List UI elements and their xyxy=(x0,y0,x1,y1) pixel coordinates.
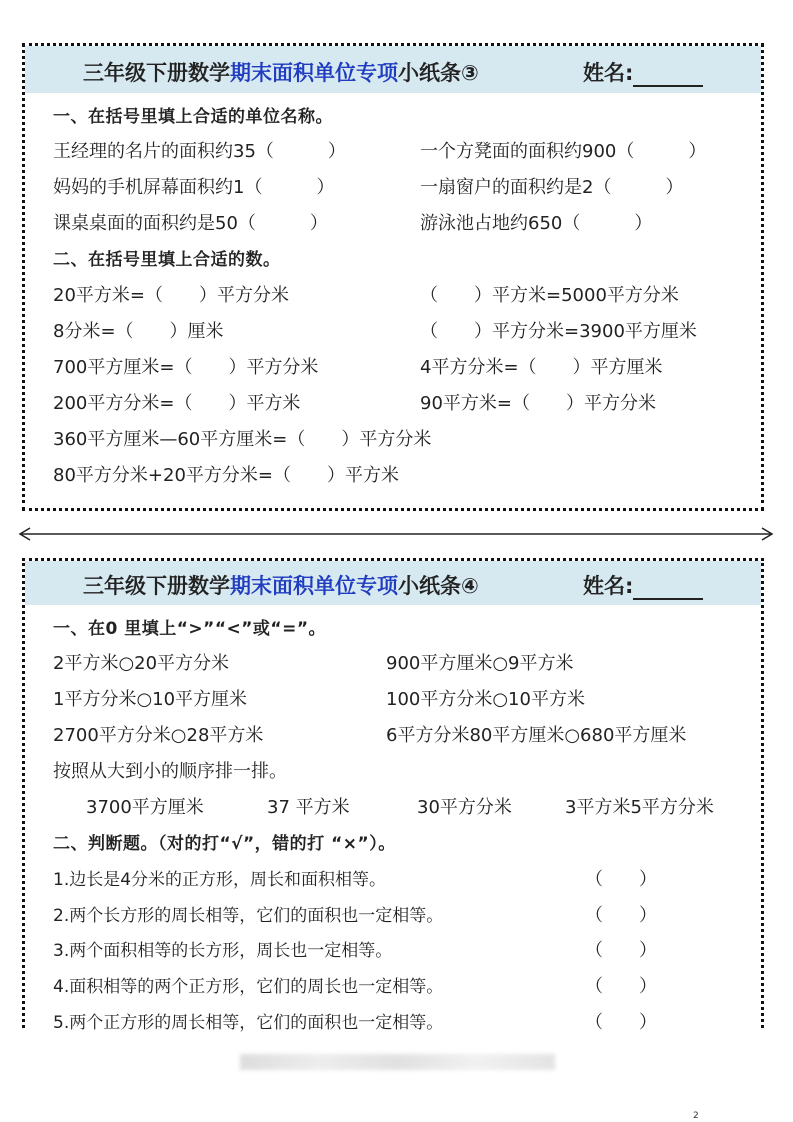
section-2-heading: 二、在括号里填上合适的数。 xyxy=(53,250,281,270)
compare-item: 1平方分米○10平方厘米 xyxy=(53,689,248,710)
judge-item: 2.两个长方形的周长相等，它们的面积也一定相等。 xyxy=(53,906,444,926)
worksheet-4 xyxy=(22,558,764,1033)
conversion-item: （ ）平方分米=3900平方厘米 xyxy=(420,321,697,342)
compare-item: 2700平方分米○28平方米 xyxy=(53,725,264,746)
question: 游泳池占地约650（ ） xyxy=(420,213,653,234)
section-1-heading: 一、在0 里填上“>”“<”或“=”。 xyxy=(53,619,327,639)
name-blank[interactable] xyxy=(633,578,703,600)
worksheet-3-title: 三年级下册数学期末面积单位专项小纸条③ xyxy=(83,61,479,85)
conversion-item: （ ）平方米=5000平方分米 xyxy=(420,285,679,306)
compare-item: 6平方分米80平方厘米○680平方厘米 xyxy=(386,725,687,746)
judge-answer[interactable]: （ ） xyxy=(585,976,657,997)
question: 课桌桌面的面积约是50（ ） xyxy=(53,213,328,234)
conversion-item: 80平方分米+20平方分米=（ ）平方米 xyxy=(53,465,399,486)
conversion-item: 200平方分米=（ ）平方米 xyxy=(53,393,301,414)
name-field: 姓名: xyxy=(583,570,703,600)
judge-item: 1.边长是4分米的正方形，周长和面积相等。 xyxy=(53,870,387,890)
question: 王经理的名片的面积约35（ ） xyxy=(53,141,346,162)
conversion-item: 20平方米=（ ）平方分米 xyxy=(53,285,289,306)
compare-item: 900平方厘米○9平方米 xyxy=(386,653,574,674)
name-field: 姓名: xyxy=(583,57,703,87)
name-blank[interactable] xyxy=(633,65,703,87)
order-item: 30平方分米 xyxy=(417,797,512,818)
section-1-heading: 一、在括号里填上合适的单位名称。 xyxy=(53,107,333,127)
question: 一个方凳面的面积约900（ ） xyxy=(420,141,707,162)
blurred-watermark xyxy=(240,1054,555,1070)
conversion-item: 90平方米=（ ）平方分米 xyxy=(420,393,656,414)
question: 一扇窗户的面积约是2（ ） xyxy=(420,177,684,198)
judge-answer[interactable]: （ ） xyxy=(585,869,657,890)
order-item: 3700平方厘米 xyxy=(86,797,204,818)
compare-item: 2平方米○20平方分米 xyxy=(53,653,230,674)
conversion-item: 700平方厘米=（ ）平方分米 xyxy=(53,357,319,378)
cut-line-arrow xyxy=(18,527,774,541)
order-prompt: 按照从大到小的顺序排一排。 xyxy=(53,761,287,782)
worksheet-4-title: 三年级下册数学期末面积单位专项小纸条④ xyxy=(83,574,479,598)
judge-item: 3.两个面积相等的长方形，周长也一定相等。 xyxy=(53,941,393,961)
worksheet-3 xyxy=(22,43,764,511)
page-number: 2 xyxy=(693,1111,699,1121)
judge-answer[interactable]: （ ） xyxy=(585,940,657,961)
judge-answer[interactable]: （ ） xyxy=(585,1012,657,1033)
judge-item: 4.面积相等的两个正方形，它们的周长也一定相等。 xyxy=(53,977,444,997)
conversion-item: 4平方分米=（ ）平方厘米 xyxy=(420,357,663,378)
question: 妈妈的手机屏幕面积约1（ ） xyxy=(53,177,335,198)
conversion-item: 360平方厘米—60平方厘米=（ ）平方分米 xyxy=(53,429,432,450)
order-item: 3平方米5平方分米 xyxy=(565,797,714,818)
compare-item: 100平方分米○10平方米 xyxy=(386,689,585,710)
judge-answer[interactable]: （ ） xyxy=(585,905,657,926)
order-item: 37 平方米 xyxy=(267,797,350,818)
conversion-item: 8分米=（ ）厘米 xyxy=(53,321,224,342)
judge-item: 5.两个正方形的周长相等，它们的面积也一定相等。 xyxy=(53,1013,444,1033)
section-2-heading: 二、判断题。（对的打“√”，错的打 “×”）。 xyxy=(53,834,396,854)
